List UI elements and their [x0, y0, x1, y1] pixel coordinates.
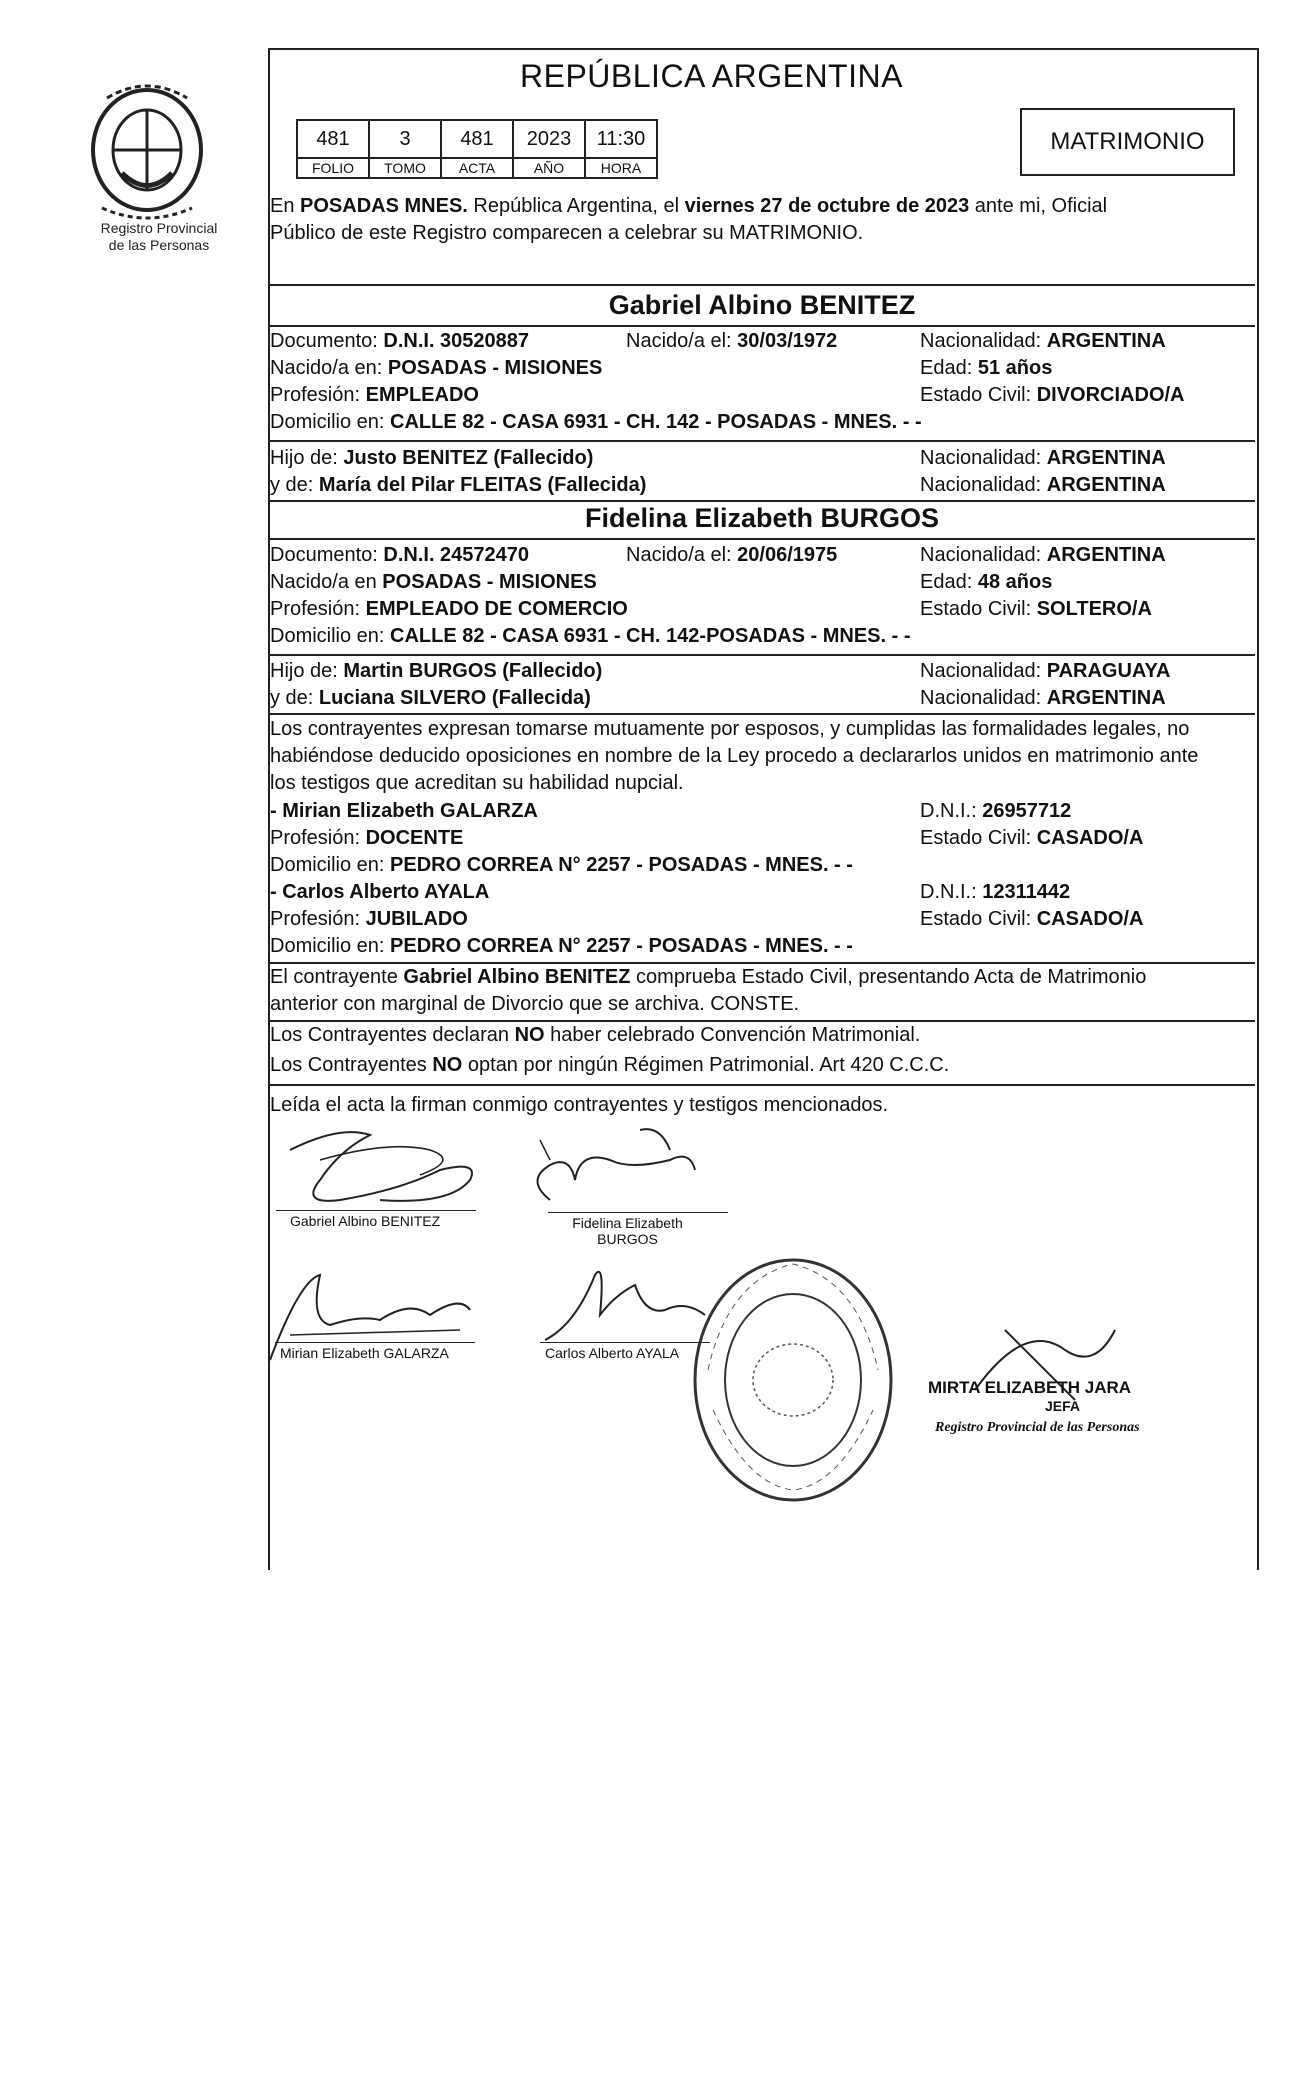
divider	[269, 440, 1255, 442]
ano-label: AÑO	[513, 158, 585, 178]
spouse2-mother-nationality: Nacionalidad: ARGENTINA	[920, 687, 1166, 709]
note-line1: El contrayente Gabriel Albino BENITEZ comprueba Estado Civil, presentando Acta de Matrimonio	[270, 966, 1147, 988]
logo-caption-line2: de las Personas	[108, 237, 210, 253]
divider	[269, 654, 1255, 656]
witness1-civil-status: Estado Civil: CASADO/A	[920, 827, 1144, 849]
signature-line	[275, 1342, 475, 1343]
acta-value: 481	[441, 120, 513, 158]
spouse1-mother: y de: María del Pilar FLEITAS (Fallecida)	[270, 474, 647, 496]
divider	[269, 284, 1255, 286]
divider	[269, 1084, 1255, 1086]
witness2-address: Domicilio en: PEDRO CORREA N° 2257 - POSADAS - MNES. - -	[270, 935, 853, 957]
spouse2-address: Domicilio en: CALLE 82 - CASA 6931 - CH. 142-POSADAS - MNES. - -	[270, 625, 911, 647]
signature-caption-witness2: Carlos Alberto AYALA	[545, 1345, 680, 1361]
divider	[269, 325, 1255, 327]
declaration-line3: los testigos que acreditan su habilidad nupcial.	[270, 772, 684, 794]
spouse2-civil-status: Estado Civil: SOLTERO/A	[920, 598, 1152, 620]
page-title: REPÚBLICA ARGENTINA	[520, 58, 903, 94]
crest-logo	[72, 78, 222, 228]
folio-label: FOLIO	[297, 158, 369, 178]
intro-line1: En POSADAS MNES. República Argentina, el viernes 27 de octubre de 2023 ante mi, Oficial	[270, 195, 1108, 217]
spouse2-document: Documento: D.N.I. 24572470	[270, 544, 530, 566]
spouse1-nationality: Nacionalidad: ARGENTINA	[920, 330, 1166, 352]
acta-label: ACTA	[441, 158, 513, 178]
divider	[269, 713, 1255, 715]
logo-caption	[70, 220, 248, 254]
officer-title: JEFA	[1045, 1398, 1081, 1414]
declaration-line1: Los contrayentes expresan tomarse mutuamente por esposos, y cumplidas las formalidades legales, no	[270, 718, 1190, 740]
spouse1-age: Edad: 51 años	[920, 357, 1053, 379]
spouse1-birthdate: Nacido/a el: 30/03/1972	[626, 330, 838, 352]
spouse1-profession: Profesión: EMPLEADO	[270, 384, 479, 406]
declaration-line2: habiéndose deducido oposiciones en nombre de la Ley procedo a declararlos unidos en matrimonio ante	[270, 745, 1199, 767]
signature-line	[540, 1342, 710, 1343]
convention-line: Los Contrayentes declaran NO haber celebrado Convención Matrimonial.	[270, 1024, 921, 1046]
signature-line	[276, 1210, 476, 1211]
regime-line: Los Contrayentes NO optan por ningún Régimen Patrimonial. Art 420 C.C.C.	[270, 1054, 950, 1076]
hora-label: HORA	[585, 158, 657, 178]
spouse2-age: Edad: 48 años	[920, 571, 1053, 593]
witness2-name: - Carlos Alberto AYALA	[270, 881, 490, 903]
spouse1-civil-status: Estado Civil: DIVORCIADO/A	[920, 384, 1185, 406]
intro-line2: Público de este Registro comparecen a celebrar su MATRIMONIO.	[270, 222, 864, 244]
spouse1-address: Domicilio en: CALLE 82 - CASA 6931 - CH. 142 - POSADAS - MNES. - -	[270, 411, 922, 433]
witness2-dni: D.N.I.: 12311442	[920, 881, 1071, 903]
spouse2-birthdate: Nacido/a el: 20/06/1975	[626, 544, 838, 566]
hora-value: 11:30	[585, 120, 657, 158]
ano-value: 2023	[513, 120, 585, 158]
spouse2-profession: Profesión: EMPLEADO DE COMERCIO	[270, 598, 628, 620]
spouse1-name: Gabriel Albino BENITEZ	[608, 290, 916, 320]
witness1-dni: D.N.I.: 26957712	[920, 800, 1072, 822]
document-type-box: MATRIMONIO	[1020, 108, 1235, 176]
signature-bride	[520, 1120, 740, 1220]
divider	[269, 500, 1255, 502]
signature-line	[548, 1212, 728, 1213]
witness1-address: Domicilio en: PEDRO CORREA N° 2257 - POSADAS - MNES. - -	[270, 854, 853, 876]
note-line2: anterior con marginal de Divorcio que se archiva. CONSTE.	[270, 993, 800, 1015]
spouse2-father-nationality: Nacionalidad: PARAGUAYA	[920, 660, 1171, 682]
spouse1-birthplace: Nacido/a en: POSADAS - MISIONES	[270, 357, 603, 379]
signature-caption-witness1: Mirian Elizabeth GALARZA	[280, 1345, 449, 1361]
spouse1-document: Documento: D.N.I. 30520887	[270, 330, 530, 352]
witness2-profession: Profesión: JUBILADO	[270, 908, 468, 930]
signature-groom	[280, 1120, 510, 1210]
registry-grid	[296, 119, 658, 179]
spouse2-birthplace: Nacido/a en POSADAS - MISIONES	[270, 571, 597, 593]
witness1-name: - Mirian Elizabeth GALARZA	[270, 800, 538, 822]
tomo-value: 3	[369, 120, 441, 158]
witness1-profession: Profesión: DOCENTE	[270, 827, 464, 849]
spouse2-father: Hijo de: Martin BURGOS (Fallecido)	[270, 660, 603, 682]
spouse1-father-nationality: Nacionalidad: ARGENTINA	[920, 447, 1166, 469]
closing-line: Leída el acta la firman conmigo contrayentes y testigos mencionados.	[270, 1094, 889, 1116]
spouse2-name: Fidelina Elizabeth BURGOS	[584, 503, 940, 533]
divider	[269, 538, 1255, 540]
tomo-label: TOMO	[369, 158, 441, 178]
logo-caption-line1: Registro Provincial	[100, 220, 218, 236]
witness2-civil-status: Estado Civil: CASADO/A	[920, 908, 1144, 930]
spouse2-mother: y de: Luciana SILVERO (Fallecida)	[270, 687, 591, 709]
signature-caption-bride: Fidelina Elizabeth BURGOS	[572, 1215, 683, 1247]
officer-org: Registro Provincial de las Personas	[935, 1420, 1140, 1435]
folio-value: 481	[297, 120, 369, 158]
spouse1-father: Hijo de: Justo BENITEZ (Fallecido)	[270, 447, 594, 469]
officer-name: MIRTA ELIZABETH JARA	[928, 1378, 1132, 1397]
signature-caption-groom: Gabriel Albino BENITEZ	[290, 1213, 441, 1229]
official-seal	[688, 1250, 898, 1510]
spouse2-nationality: Nacionalidad: ARGENTINA	[920, 544, 1166, 566]
spouse1-mother-nationality: Nacionalidad: ARGENTINA	[920, 474, 1166, 496]
